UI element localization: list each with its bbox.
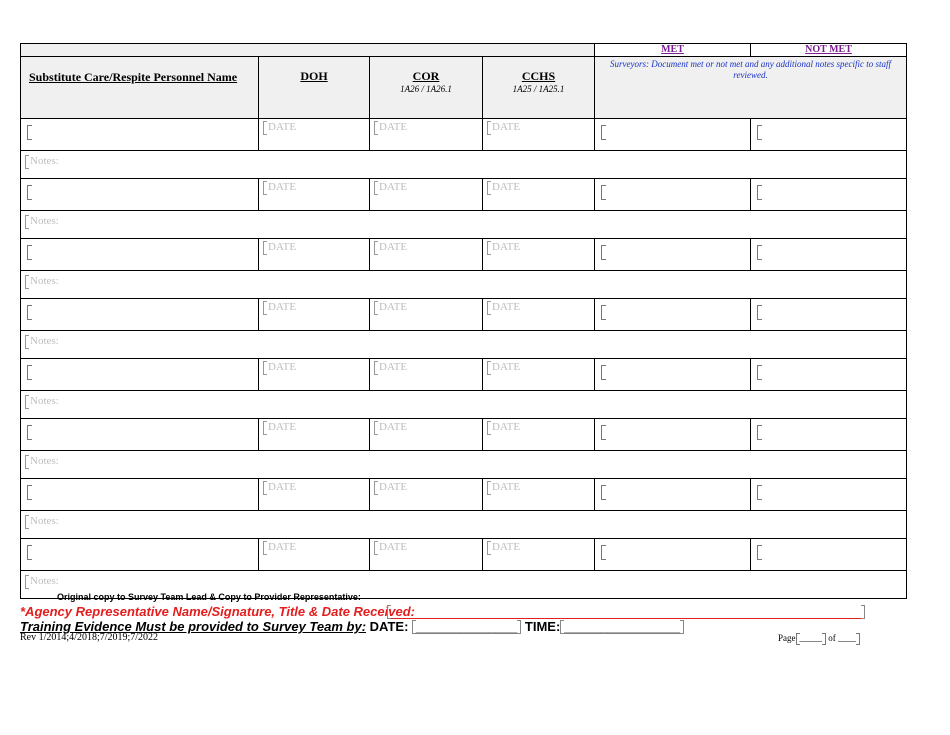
notes-row: [21, 271, 907, 299]
date-label: DATE:: [369, 619, 409, 634]
personnel-name-field[interactable]: [21, 179, 259, 211]
personnel-row: [21, 359, 907, 391]
surveyors-instructions: Surveyors: Document met or not met and any additional notes specific to staff reviewed.: [595, 57, 907, 119]
personnel-name-field[interactable]: [21, 119, 259, 151]
personnel-row: [21, 479, 907, 511]
met-field[interactable]: [595, 119, 751, 151]
cor-date-field[interactable]: DATE: [370, 359, 483, 391]
not-met-field[interactable]: [751, 299, 907, 331]
met-field[interactable]: [595, 539, 751, 571]
not-met-field[interactable]: [751, 539, 907, 571]
not-met-field[interactable]: [751, 479, 907, 511]
doh-date-field[interactable]: DATE: [259, 539, 370, 571]
cchs-date-field[interactable]: DATE: [483, 119, 595, 151]
cchs-subheader: 1A25 / 1A25.1: [512, 84, 565, 94]
cor-date-field[interactable]: DATE: [370, 539, 483, 571]
doh-date-field[interactable]: DATE: [259, 479, 370, 511]
cchs-date-field[interactable]: DATE: [483, 419, 595, 451]
cchs-date-field[interactable]: DATE: [483, 179, 595, 211]
cor-column-header: COR 1A26 / 1A26.1: [370, 57, 483, 119]
not-met-field[interactable]: [751, 179, 907, 211]
agency-signature-label: *Agency Representative Name/Signature, Title & Date Received:: [20, 604, 415, 619]
notes-field[interactable]: Notes:: [21, 571, 907, 599]
agency-signature-field[interactable]: [387, 604, 865, 619]
column-header-row: [21, 57, 907, 119]
personnel-row: [21, 299, 907, 331]
met-field[interactable]: [595, 359, 751, 391]
personnel-name-field[interactable]: [21, 479, 259, 511]
notes-row: [21, 151, 907, 179]
notes-row: [21, 391, 907, 419]
personnel-name-field[interactable]: [21, 539, 259, 571]
cchs-date-field[interactable]: DATE: [483, 359, 595, 391]
cor-date-field[interactable]: DATE: [370, 239, 483, 271]
notes-row: [21, 451, 907, 479]
cor-date-field[interactable]: DATE: [370, 179, 483, 211]
notes-field[interactable]: Notes:: [21, 151, 907, 179]
cor-date-field[interactable]: DATE: [370, 299, 483, 331]
personnel-row: [21, 119, 907, 151]
met-field[interactable]: [595, 239, 751, 271]
doh-column-header: DOH: [259, 57, 370, 119]
notes-row: [21, 211, 907, 239]
met-header: MET: [595, 44, 751, 57]
not-met-header: NOT MET: [751, 44, 907, 57]
notes-row: [21, 331, 907, 359]
cchs-date-field[interactable]: DATE: [483, 299, 595, 331]
notes-field[interactable]: Notes:: [21, 331, 907, 359]
doh-date-field[interactable]: DATE: [259, 119, 370, 151]
notes-field[interactable]: Notes:: [21, 451, 907, 479]
met-field[interactable]: [595, 299, 751, 331]
personnel-row: [21, 239, 907, 271]
training-date-field[interactable]: ______________: [412, 619, 521, 634]
cchs-column-header: CCHS 1A25 / 1A25.1: [483, 57, 595, 119]
doh-date-field[interactable]: DATE: [259, 299, 370, 331]
revision-note: Rev 1/2014;4/2018;7/2019;7/2022: [20, 632, 159, 643]
personnel-name-field[interactable]: [21, 359, 259, 391]
name-column-header: Substitute Care/Respite Personnel Name: [21, 57, 259, 119]
personnel-name-field[interactable]: [21, 419, 259, 451]
page-number-field[interactable]: _____: [799, 633, 822, 643]
cor-subheader: 1A26 / 1A26.1: [400, 84, 452, 94]
doh-date-field[interactable]: DATE: [259, 359, 370, 391]
page-number: Page _____ of ____: [778, 633, 860, 645]
notes-field[interactable]: Notes:: [21, 511, 907, 539]
notes-field[interactable]: Notes:: [21, 211, 907, 239]
met-field[interactable]: [595, 419, 751, 451]
top-strip-blank: [21, 44, 595, 57]
notes-field[interactable]: Notes:: [21, 391, 907, 419]
doh-date-field[interactable]: DATE: [259, 179, 370, 211]
personnel-row: [21, 419, 907, 451]
not-met-field[interactable]: [751, 419, 907, 451]
met-field[interactable]: [595, 179, 751, 211]
personnel-row: [21, 179, 907, 211]
doh-date-field[interactable]: DATE: [259, 419, 370, 451]
cchs-date-field[interactable]: DATE: [483, 479, 595, 511]
cchs-date-field[interactable]: DATE: [483, 239, 595, 271]
table-top-strip: [21, 44, 907, 57]
not-met-field[interactable]: [751, 359, 907, 391]
personnel-name-field[interactable]: [21, 299, 259, 331]
cchs-date-field[interactable]: DATE: [483, 539, 595, 571]
cor-date-field[interactable]: DATE: [370, 419, 483, 451]
personnel-review-table: [20, 43, 907, 599]
cor-date-field[interactable]: DATE: [370, 119, 483, 151]
copy-distribution-note: Original copy to Survey Team Lead & Copy to Provider Representative:: [57, 592, 361, 602]
cor-date-field[interactable]: DATE: [370, 479, 483, 511]
training-evidence-label: Training Evidence Must be provided to Survey Team by:: [20, 619, 367, 634]
notes-field[interactable]: Notes:: [21, 271, 907, 299]
not-met-field[interactable]: [751, 239, 907, 271]
training-time-field[interactable]: ________________: [560, 619, 684, 634]
personnel-name-field[interactable]: [21, 239, 259, 271]
notes-row: [21, 511, 907, 539]
doh-date-field[interactable]: DATE: [259, 239, 370, 271]
time-label: TIME:: [524, 619, 561, 634]
met-field[interactable]: [595, 479, 751, 511]
page-total-field[interactable]: ____: [838, 633, 856, 643]
not-met-field[interactable]: [751, 119, 907, 151]
personnel-row: [21, 539, 907, 571]
